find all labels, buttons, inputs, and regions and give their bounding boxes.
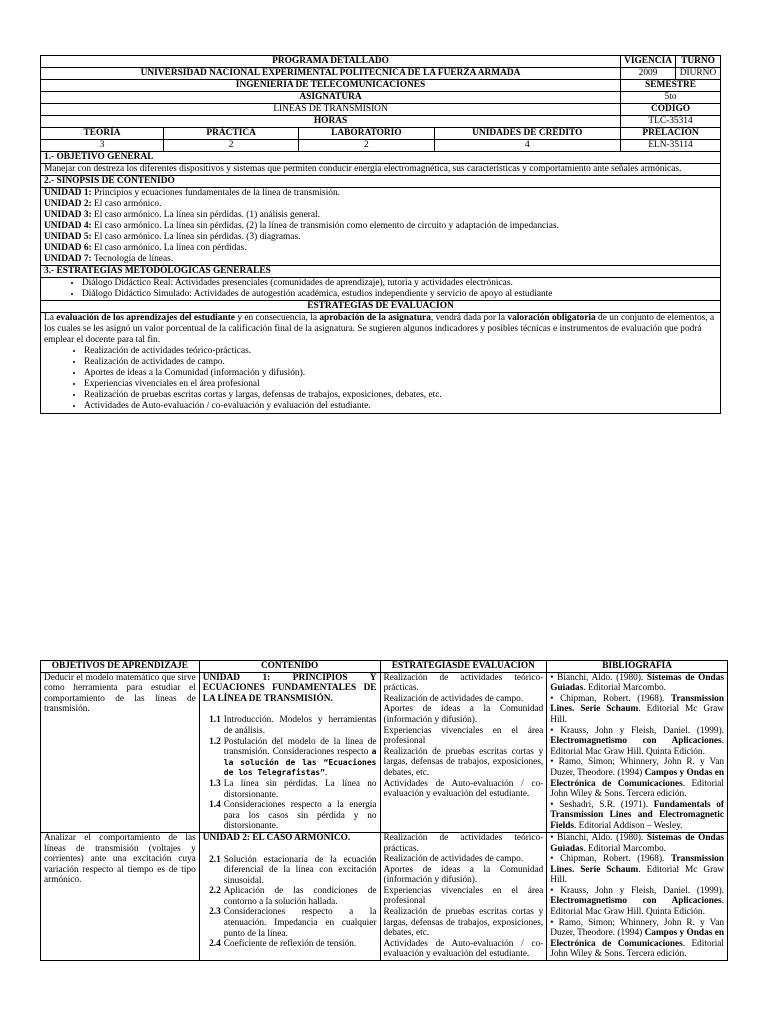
practica-label: PRÁCTICA [164,128,299,140]
bib-entry: • Krauss, John y Fleish, Daniel. (1999). Electromagnetismo con Aplicaciones. Editorial Mac Graw Hill. Quinta Edición. [550,885,724,918]
objetivo-title: 1.- OBJETIVO GENERAL [41,152,721,164]
vigencia-label: VIGENCIA [621,56,676,68]
unit-line: UNIDAD 6: El caso armónico. La línea con pérdidas. [44,243,247,253]
bibliografia-cell [547,832,728,960]
list-item: • Realización de actividades de campo. [84,357,717,368]
list-item: • Diálogo Didáctico Simulado: Actividades de autogestión académica, estudios independiente y servicio de apoyo al estudiante [82,289,717,300]
horas-label: HORAS [41,116,621,128]
unit-line: UNIDAD 1: Principios y ecuaciones fundamentales de la línea de transmisión. [44,188,341,198]
bib-entry: • Ramo, Simon; Whinnery, John R. y Van Duzer, Theodore. (1994) Campos y Ondas en Electrónica de Comunicaciones. Editorial John Wiley & Sons. Tercera edición. [550,917,724,960]
bib-entry: • Chipman, Robert. (1968). Transmission Lines. Serie Schaum. Editorial Mc Graw Hill. [550,854,725,886]
evaluacion-title: ESTRATEGIAS DE EVALUACION [41,301,721,313]
teoria-value: 3 [41,140,164,152]
sinopsis-units [41,188,721,266]
semestre-label: SEMESTRE [621,80,721,92]
prelacion-label: PRELACIÓN [621,128,721,140]
contenido-cell [199,832,380,960]
col-header-objetivos: OBJETIVOS DE APRENDIZAJE [41,661,200,673]
table-row [41,832,728,960]
uc-value: 4 [434,140,621,152]
laboratorio-value: 2 [299,140,434,152]
programa-title: PROGRAMA DETALLADO [41,56,621,68]
universidad-name: UNIVERSIDAD NACIONAL EXPERIMENTAL POLITECNICA DE LA FUERZA ARMADA [41,68,621,80]
bib-entry: • Krauss, John y Fleish, Daniel. (1999). Electromagnetismo con Aplicaciones. Editorial Mac Graw Hill. Quinta Edición. [550,725,724,757]
asignatura-label: ASIGNATURA [41,92,621,104]
turno-value: DIURNO [676,68,721,80]
vigencia-value: 2009 [621,68,676,80]
contenido-cell [199,672,380,832]
bib-entry: • Ramo, Simon; Whinnery, John R. y Van Duzer, Theodore. (1994) Campos y Ondas en Electrónica de Comunicaciones. Editorial John Wiley & Sons. Tercera edición. [550,757,724,800]
unit-line: UNIDAD 5: El caso armónico. La línea sin pérdidas. (3) diagramas. [44,232,301,242]
sub-item: 2.4 Coeficiente de reflexión de tensión. [209,939,357,950]
sub-item: 2.1 Solución estacionaria de la ecuación diferencial de la línea con excitación sinusoidal. [209,854,377,886]
table-row [41,672,728,832]
sub-item: 1.1 Introducción. Modelos y herramientas de análisis. [209,715,377,736]
bib-entry: • Bianchi, Aldo. (1980). Sistemas de Ondas Guiadas. Editorial Marcombo. [550,672,724,694]
col-header-evaluacion: ESTRATEGIASDE EVALUACION [380,661,547,673]
unit-title: UNIDAD 1: PRINCIPIOS Y ECUACIONES FUNDAMENTALES DE LA LÍNEA DE TRANSMISIÓN. [202,672,377,704]
sub-item: 1.4 Consideraciones respecto a la energía para los casos sin pérdida y no distorsionante. [209,800,377,832]
list-item: • Experiencias vivenciales en el área profesional [84,379,717,390]
estrategias-title: 3.- ESTRATEGIAS METODOLOGICAS GENERALES [41,266,721,278]
list-item: • Actividades de Auto-evaluación / co-evaluación y evaluación del estudiante. [84,401,717,412]
estrategias-list [41,278,721,301]
objetivo-cell: Deducir el modelo matemático que sirve como herramienta para estudiar el comportamiento de las líneas de transmisión. [41,672,200,832]
bib-entry: • Bianchi, Aldo. (1980). Sistemas de Ondas Guiadas. Editorial Marcombo. [550,832,724,854]
evaluacion-cell: Realización de actividades teórico-prácticas. Realización de actividades de campo. Aportes de ideas a la Comunidad (información y difusión). Experiencias vivenciales en el área profesional Realización de pruebas escritas cortas y largas, defensas de trabajos, exposiciones, debates, etc. Actividades de Auto-evaluación / co-evaluación y evaluación del estudiante. [380,832,547,960]
semestre-value: 5to [621,92,721,104]
teoria-label: TEORÍA [41,128,164,140]
laboratorio-label: LABORATORIO [299,128,434,140]
practica-value: 2 [164,140,299,152]
col-header-bibliografia: BIBLIOGRAFÍA [547,661,728,673]
sub-item: 2.3 Consideraciones respecto a la atenuación. Impedancia en cualquier punto de la línea. [209,907,377,939]
bib-entry: • Chipman, Robert. (1968). Transmission Lines. Serie Schaum. Editorial Mc Graw Hill. [550,693,725,725]
content-table [40,660,728,961]
list-item: • Aportes de ideas a la Comunidad (información y difusión). [84,368,717,379]
codigo-label: CODIGO [621,104,721,116]
evaluacion-cell: Realización de actividades teórico-prácticas. Realización de actividades de campo. Aportes de ideas a la Comunidad (información y difusión). Experiencias vivenciales en el área profesional Realización de pruebas escritas cortas y largas, defensas de trabajos, exposiciones, debates, etc. Actividades de Auto-evaluación / co-evaluación y evaluación del estudiante. [380,672,547,832]
unit-line: UNIDAD 4: El caso armónico. La línea sin pérdidas. (2) la línea de transmisión como elemento de circuito y adaptación de impedancias. [44,221,559,231]
unit-line: UNIDAD 7: Tecnología de líneas. [44,254,174,264]
prelacion-value: ELN-35114 [621,140,721,152]
evaluacion-paragraph: La evaluación de los aprendizajes del estudiante y en consecuencia, la aprobación de la asignatura, vendrá dada por la valoración obligatoria de un conjunto de elementos, a los cuales se les asignó un valor porcentual de la calificación final de la asignatura. Se sugieren algunos indicadores y posibles técnicas e instrumentos de evaluación que podrá emplear el docente para tal fin. [44,313,715,345]
objetivo-text: Manejar con destreza los diferentes dispositivos y sistemas que permiten conducir energía electromagnética, sus características y comportamiento ante señales armónicas. [41,164,721,176]
col-header-contenido: CONTENIDO [199,661,380,673]
objetivo-cell: Analizar el comportamiento de las líneas de transmisión (voltajes y corrientes) ante una excitación cuya variación respecto al tiempo es de tipo armónico. [41,832,200,960]
bib-entry: • Seshadri, S.R. (1971). Fundamentals of Transmission Lines and Electromagnetic Fields. Editorial Addison – Wesley. [550,799,724,831]
unit-line: UNIDAD 3: El caso armónico. La línea sin pérdidas. (1) análisis general. [44,210,320,220]
unit-line: UNIDAD 2: El caso armónico. [44,199,162,209]
sub-item: 2.2 Aplicación de las condiciones de contorno a la solución hallada. [209,886,377,907]
uc-label: UNIDADES DE CRÉDITO [434,128,621,140]
unit-title: UNIDAD 2: EL CASO ARMONICO. [202,832,351,843]
sub-item: 1.2 Postulación del modelo de la línea de transmisión. Consideraciones respecto a la solución de las “Ecuaciones de los Telegrafistas”. [209,736,377,779]
program-header-table [40,55,721,414]
turno-label: TURNO [676,56,721,68]
codigo-value: TLC-35314 [621,116,721,128]
bibliografia-cell [547,672,728,832]
carrera-name: INGENIERIA DE TELECOMUNICACIONES [41,80,621,92]
list-item: • Diálogo Didáctico Real: Actividades presenciales (comunidades de aprendizaje), tutoría y actividades electrónicas. [82,278,717,289]
list-item: • Realización de actividades teórico-prácticas. [84,346,717,357]
sub-item: 1.3 La línea sin pérdidas. La línea no distorsionante. [209,778,377,800]
evaluacion-body [41,313,721,414]
sinopsis-title: 2.- SINOPSIS DE CONTENIDO [41,176,721,188]
asignatura-value: LINEAS DE TRANSMISION [41,104,621,116]
list-item: • Realización de pruebas escritas cortas y largas, defensas de trabajos, exposiciones, debates, etc. [84,390,717,401]
